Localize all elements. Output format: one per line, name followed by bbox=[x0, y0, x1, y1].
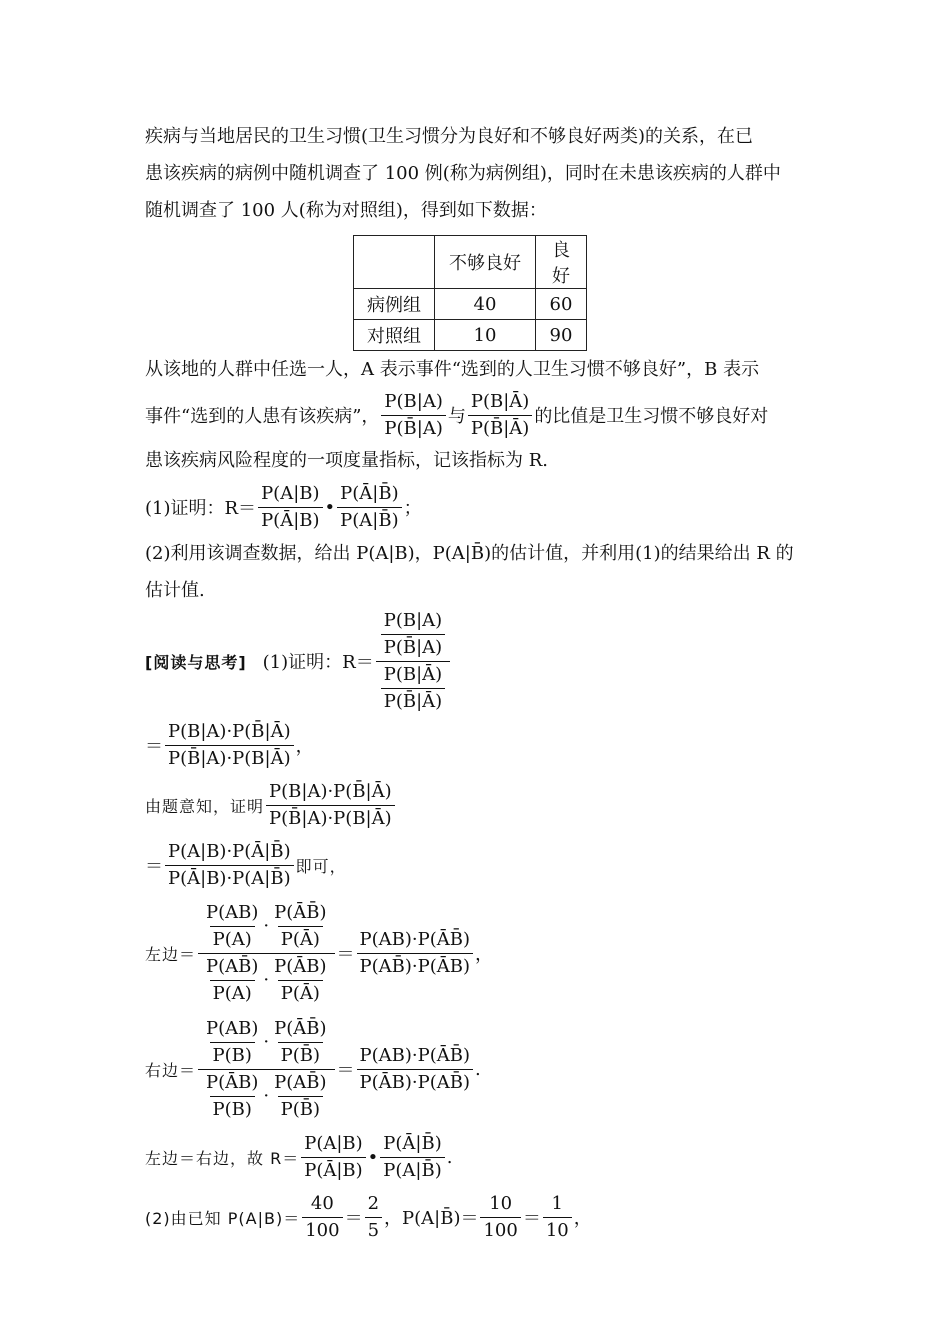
fraction-numerator: P(AB) bbox=[206, 1017, 259, 1039]
dot: · bbox=[263, 915, 270, 936]
fraction-denominator: P(ĀB)·P(AB̄) bbox=[357, 1069, 474, 1094]
compound-denominator bbox=[376, 661, 450, 713]
fraction-denominator: P(Ā) bbox=[278, 926, 323, 951]
multiply-dot: • bbox=[367, 1146, 379, 1168]
fraction-denominator: P(B̄) bbox=[278, 1096, 323, 1121]
fraction-numerator: P(B|A) bbox=[384, 390, 443, 412]
fraction-denominator: P(A) bbox=[210, 926, 255, 951]
fraction-numerator: P(AB)·P(ĀB̄) bbox=[359, 1044, 471, 1066]
dot: · bbox=[263, 1085, 270, 1106]
ratio-fraction-1 bbox=[381, 391, 445, 440]
question-2-line-1: (2)利用该调查数据，给出 P(A|B)，P(A|B̄)的估计值，并利用(1)的结果给出 R 的 bbox=[145, 543, 794, 564]
table-cell: 10 bbox=[435, 320, 536, 351]
table-header-row bbox=[354, 236, 587, 289]
table-header-cell bbox=[354, 236, 435, 289]
fraction-denominator: P(Ā|B)·P(A|B̄) bbox=[165, 865, 294, 890]
question-2-line-2: 估计值. bbox=[145, 580, 205, 601]
table-header-cell: 良好 bbox=[536, 236, 587, 289]
fraction-numerator: P(AB̄) bbox=[274, 1071, 327, 1093]
step-1-fraction bbox=[165, 721, 294, 770]
inner-fraction bbox=[271, 1072, 329, 1121]
right-compound-fraction bbox=[198, 1018, 335, 1121]
question-1 bbox=[145, 479, 810, 535]
event-line-3: 患该疾病风险程度的一项度量指标，记该指标为 R. bbox=[145, 450, 548, 471]
table-row bbox=[354, 320, 587, 351]
compound-numerator bbox=[376, 610, 450, 661]
fraction-denominator: P(Ā|B) bbox=[258, 507, 322, 532]
comma: ， bbox=[475, 944, 494, 965]
table-row bbox=[354, 289, 587, 320]
fraction-numerator: P(B|A) bbox=[383, 609, 443, 631]
fraction-numerator: P(B|Ā) bbox=[470, 390, 530, 412]
equals-sign: ＝ bbox=[336, 944, 355, 965]
period: . bbox=[446, 1146, 453, 1168]
table-cell: 40 bbox=[435, 289, 536, 320]
q1-fraction-2 bbox=[337, 483, 401, 532]
fraction-denominator: P(B) bbox=[210, 1096, 255, 1121]
equals-sign: ＝ bbox=[145, 736, 163, 757]
conclusion bbox=[145, 1129, 810, 1185]
fraction-denominator: P(AB̄)·P(ĀB) bbox=[357, 953, 474, 978]
part-2-label: (2)由已知 P(A|B)＝ bbox=[145, 1208, 301, 1228]
fraction-numerator: 40 bbox=[310, 1192, 334, 1214]
intent-fraction bbox=[266, 781, 395, 830]
fraction-numerator: 2 bbox=[367, 1192, 380, 1214]
table-cell: 对照组 bbox=[354, 320, 435, 351]
part-2-fraction-1 bbox=[302, 1193, 342, 1242]
fraction-numerator: 10 bbox=[489, 1192, 513, 1214]
fraction-numerator: P(B|Ā) bbox=[383, 663, 443, 685]
table-cell: 90 bbox=[536, 320, 587, 351]
fraction-denominator: P(Ā|B) bbox=[301, 1157, 365, 1182]
fraction-numerator: P(ĀB̄) bbox=[274, 901, 327, 923]
multiply-dot: • bbox=[324, 496, 336, 518]
inner-fraction bbox=[381, 664, 445, 713]
fraction-denominator: P(B̄|Ā) bbox=[381, 688, 445, 713]
fraction-numerator: P(ĀB) bbox=[206, 1071, 259, 1093]
dot: · bbox=[263, 1031, 270, 1052]
q1-fraction-1 bbox=[258, 483, 322, 532]
period: . bbox=[475, 1058, 481, 1080]
part-2-mid: ，P(A|B̄)＝ bbox=[384, 1208, 479, 1229]
fraction-numerator: P(AB)·P(ĀB̄) bbox=[359, 928, 471, 950]
fraction-denominator: P(B̄|A)·P(B|Ā) bbox=[266, 805, 395, 830]
fraction-numerator: P(A|B) bbox=[261, 482, 320, 504]
proof-label: (1)证明：R＝ bbox=[262, 652, 374, 673]
event-line-1: 从该地的人群中任选一人，A 表示事件“选到的人卫生习惯不够良好”，B 表示 bbox=[145, 359, 760, 380]
right-label: 右边＝ bbox=[145, 1060, 197, 1080]
left-side bbox=[145, 897, 810, 1009]
inner-fraction bbox=[203, 1018, 261, 1067]
target-fraction bbox=[165, 841, 294, 890]
part-2 bbox=[145, 1189, 810, 1245]
event-text-a: 事件“选到的人患有该疾病”， bbox=[145, 406, 380, 427]
fraction-numerator: P(Ā|B̄) bbox=[340, 482, 399, 504]
fraction-denominator: P(B̄) bbox=[278, 1042, 323, 1067]
table-cell: 60 bbox=[536, 289, 587, 320]
left-label: 左边＝ bbox=[145, 944, 197, 964]
intro-line-1: 疾病与当地居民的卫生习惯(卫生习惯分为良好和不够良好两类)的关系，在已 bbox=[145, 126, 754, 147]
intro-line-3: 随机调查了 100 人(称为对照组)，得到如下数据： bbox=[145, 200, 547, 221]
dot: · bbox=[263, 969, 270, 990]
equals-sign: ＝ bbox=[145, 856, 163, 877]
fraction-numerator: P(Ā|B̄) bbox=[383, 1132, 442, 1154]
question-1-label: (1)证明：R＝ bbox=[145, 498, 257, 519]
compound-denominator bbox=[198, 1069, 335, 1121]
conclusion-fraction-2 bbox=[380, 1133, 444, 1182]
fraction-denominator: P(B̄|A)·P(B|Ā) bbox=[165, 745, 294, 770]
inner-fraction bbox=[271, 1018, 329, 1067]
equals-sign: ＝ bbox=[522, 1208, 541, 1229]
comma: ， bbox=[295, 736, 314, 757]
inner-fraction bbox=[271, 902, 329, 951]
conclusion-label: 左边＝右边，故 R＝ bbox=[145, 1148, 300, 1168]
part-2-end: ， bbox=[573, 1208, 592, 1229]
fraction-numerator: 1 bbox=[551, 1192, 563, 1214]
part-2-fraction-3 bbox=[480, 1193, 520, 1242]
fraction-numerator: P(B|A)·P(B̄|Ā) bbox=[269, 780, 392, 802]
fraction-denominator: P(B̄|A) bbox=[381, 415, 445, 440]
compound-fraction bbox=[376, 610, 450, 713]
fraction-numerator: P(AB) bbox=[206, 901, 259, 923]
right-side bbox=[145, 1013, 810, 1125]
compound-numerator bbox=[198, 1018, 335, 1069]
solution-intent-target bbox=[145, 837, 810, 893]
table-cell: 病例组 bbox=[354, 289, 435, 320]
fraction-denominator: 100 bbox=[480, 1217, 520, 1242]
event-text-b: 的比值是卫生习惯不够良好对 bbox=[534, 406, 769, 427]
fraction-denominator: P(B̄|A) bbox=[381, 634, 445, 659]
fraction-denominator: P(A|B̄) bbox=[380, 1157, 444, 1182]
document-body bbox=[145, 118, 810, 1245]
fraction-denominator: P(B) bbox=[210, 1042, 255, 1067]
fraction-denominator: 100 bbox=[302, 1217, 342, 1242]
fraction-numerator: P(ĀB̄) bbox=[274, 1017, 327, 1039]
question-1-end: ； bbox=[403, 498, 422, 519]
compound-denominator bbox=[198, 953, 335, 1005]
fraction-numerator: P(AB̄) bbox=[206, 955, 259, 977]
event-line-2 bbox=[145, 388, 810, 442]
part-2-fraction-2 bbox=[365, 1193, 382, 1242]
intent-tail: 即可， bbox=[295, 856, 347, 876]
equals-sign: ＝ bbox=[344, 1208, 363, 1229]
inner-fraction bbox=[381, 610, 445, 659]
table-header-cell: 不够良好 bbox=[435, 236, 536, 289]
reading-label: [阅读与思考] bbox=[145, 652, 247, 672]
inner-fraction bbox=[203, 1072, 261, 1121]
intro-line-2: 患该疾病的病例中随机调查了 100 例(称为病例组)，同时在未患该疾病的人群中 bbox=[145, 163, 781, 184]
fraction-denominator: 10 bbox=[543, 1217, 572, 1242]
fraction-denominator: P(A|B̄) bbox=[337, 507, 401, 532]
right-result-fraction bbox=[357, 1045, 474, 1094]
survey-table bbox=[353, 235, 587, 351]
solution-proof-start bbox=[145, 609, 810, 713]
fraction-denominator: P(A) bbox=[210, 980, 255, 1005]
conclusion-fraction-1 bbox=[301, 1133, 365, 1182]
left-compound-fraction bbox=[198, 902, 335, 1005]
solution-intent bbox=[145, 777, 810, 833]
intent-text: 由题意知，证明 bbox=[145, 796, 265, 816]
left-result-fraction bbox=[357, 929, 474, 978]
fraction-denominator: 5 bbox=[365, 1217, 382, 1242]
ratio-fraction-2 bbox=[468, 391, 532, 440]
equals-sign: ＝ bbox=[336, 1060, 355, 1081]
inner-fraction bbox=[203, 902, 261, 951]
compound-numerator bbox=[198, 902, 335, 953]
solution-step-1 bbox=[145, 717, 810, 773]
inner-fraction bbox=[203, 956, 261, 1005]
fraction-denominator: P(B̄|Ā) bbox=[468, 415, 532, 440]
fraction-numerator: P(ĀB) bbox=[274, 955, 327, 977]
part-2-fraction-4 bbox=[543, 1193, 572, 1242]
fraction-numerator: P(A|B) bbox=[304, 1132, 363, 1154]
fraction-denominator: P(Ā) bbox=[278, 980, 323, 1005]
fraction-numerator: P(B|A)·P(B̄|Ā) bbox=[168, 720, 291, 742]
inner-fraction bbox=[271, 956, 329, 1005]
fraction-numerator: P(A|B)·P(Ā|B̄) bbox=[168, 840, 291, 862]
event-text-yu: 与 bbox=[447, 406, 466, 427]
